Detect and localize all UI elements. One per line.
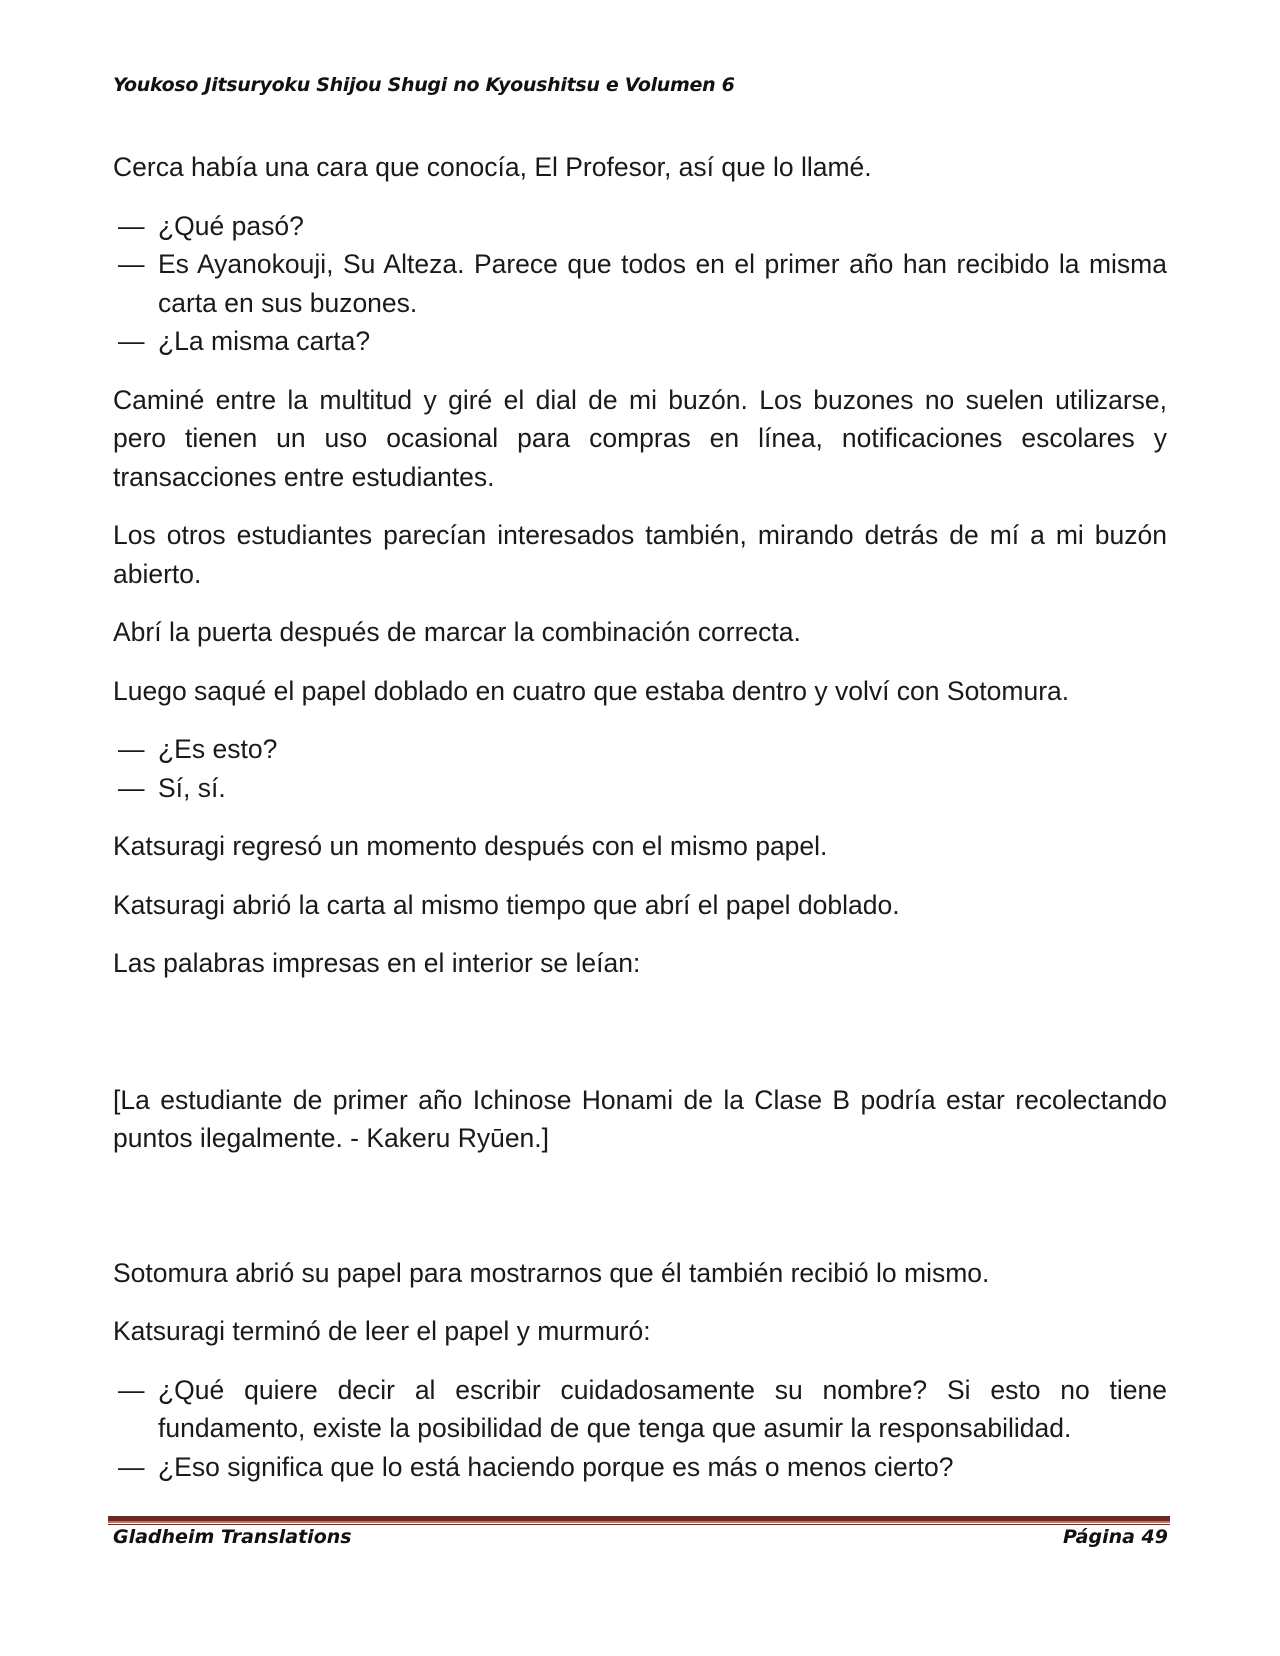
dialogue-text: ¿Eso significa que lo está haciendo porque es más o menos cierto? [158, 1451, 954, 1482]
dialogue-text: ¿Qué pasó? [158, 210, 304, 241]
dialogue-line [113, 730, 1167, 769]
paragraph: Abrí la puerta después de marcar la combinación correcta. [113, 617, 801, 647]
dialogue-text: Es Ayanokouji, Su Alteza. Parece que todos en el primer año han recibido la misma carta en sus buzones. [158, 249, 1167, 318]
paragraph: Katsuragi regresó un momento después con el mismo papel. [113, 831, 828, 861]
dialogue-line [113, 207, 1167, 246]
paragraph: Caminé entre la multitud y giré el dial de mi buzón. Los buzones no suelen utilizarse, pero tienen un uso ocasional para compras en línea, notificaciones escolares y transacciones entre estudiantes. [113, 384, 1167, 492]
dialogue-text: ¿Qué quiere decir al escribir cuidadosamente su nombre? Si esto no tiene fundamento, existe la posibilidad de que tenga que asumir la responsabilidad. [158, 1374, 1167, 1443]
dialogue-line [113, 245, 1167, 322]
page-number: Página 49 [1062, 1526, 1168, 1548]
footer-divider [108, 1516, 1170, 1523]
dash-mark: — [118, 1374, 145, 1405]
paragraph: Los otros estudiantes parecían interesados también, mirando detrás de mí a mi buzón abierto. [113, 520, 1167, 589]
dash-mark: — [118, 249, 145, 279]
page-content [113, 148, 1167, 1506]
paragraph: Luego saqué el papel doblado en cuatro que estaba dentro y volví con Sotomura. [113, 675, 1070, 706]
dialogue-block [113, 1371, 1167, 1487]
dash-mark: — [118, 772, 145, 803]
page-header-title: Youkoso Jitsuryoku Shijou Shugi no Kyoushitsu e Volumen 6 [113, 74, 735, 96]
dash-mark: — [118, 210, 145, 241]
dash-mark: — [118, 326, 145, 356]
dialogue-line [113, 1371, 1167, 1448]
dialogue-line [113, 322, 1167, 361]
page-footer [113, 1526, 1168, 1548]
dialogue-block [113, 207, 1167, 361]
dash-mark: — [118, 734, 145, 764]
paragraph: Las palabras impresas en el interior se leían: [113, 948, 641, 978]
dialogue-block [113, 730, 1167, 807]
paragraph: Katsuragi abrió la carta al mismo tiempo que abrí el papel doblado. [113, 889, 900, 920]
dash-mark: — [118, 1451, 145, 1482]
paragraph: Katsuragi terminó de leer el papel y murmuró: [113, 1316, 651, 1346]
dialogue-text: Sí, sí. [158, 772, 226, 803]
paragraph: Cerca había una cara que conocía, El Profesor, así que lo llamé. [113, 152, 872, 182]
dialogue-line [113, 769, 1167, 808]
letter-text: [La estudiante de primer año Ichinose Honami de la Clase B podría estar recolectando puntos ilegalmente. - Kakeru Ryūen.] [113, 1084, 1167, 1153]
footer-credit: Gladheim Translations [113, 1526, 352, 1548]
dialogue-line [113, 1448, 1167, 1487]
paragraph: Sotomura abrió su papel para mostrarnos que él también recibió lo mismo. [113, 1257, 990, 1288]
dialogue-text: ¿Es esto? [158, 734, 278, 764]
dialogue-text: ¿La misma carta? [158, 326, 371, 356]
